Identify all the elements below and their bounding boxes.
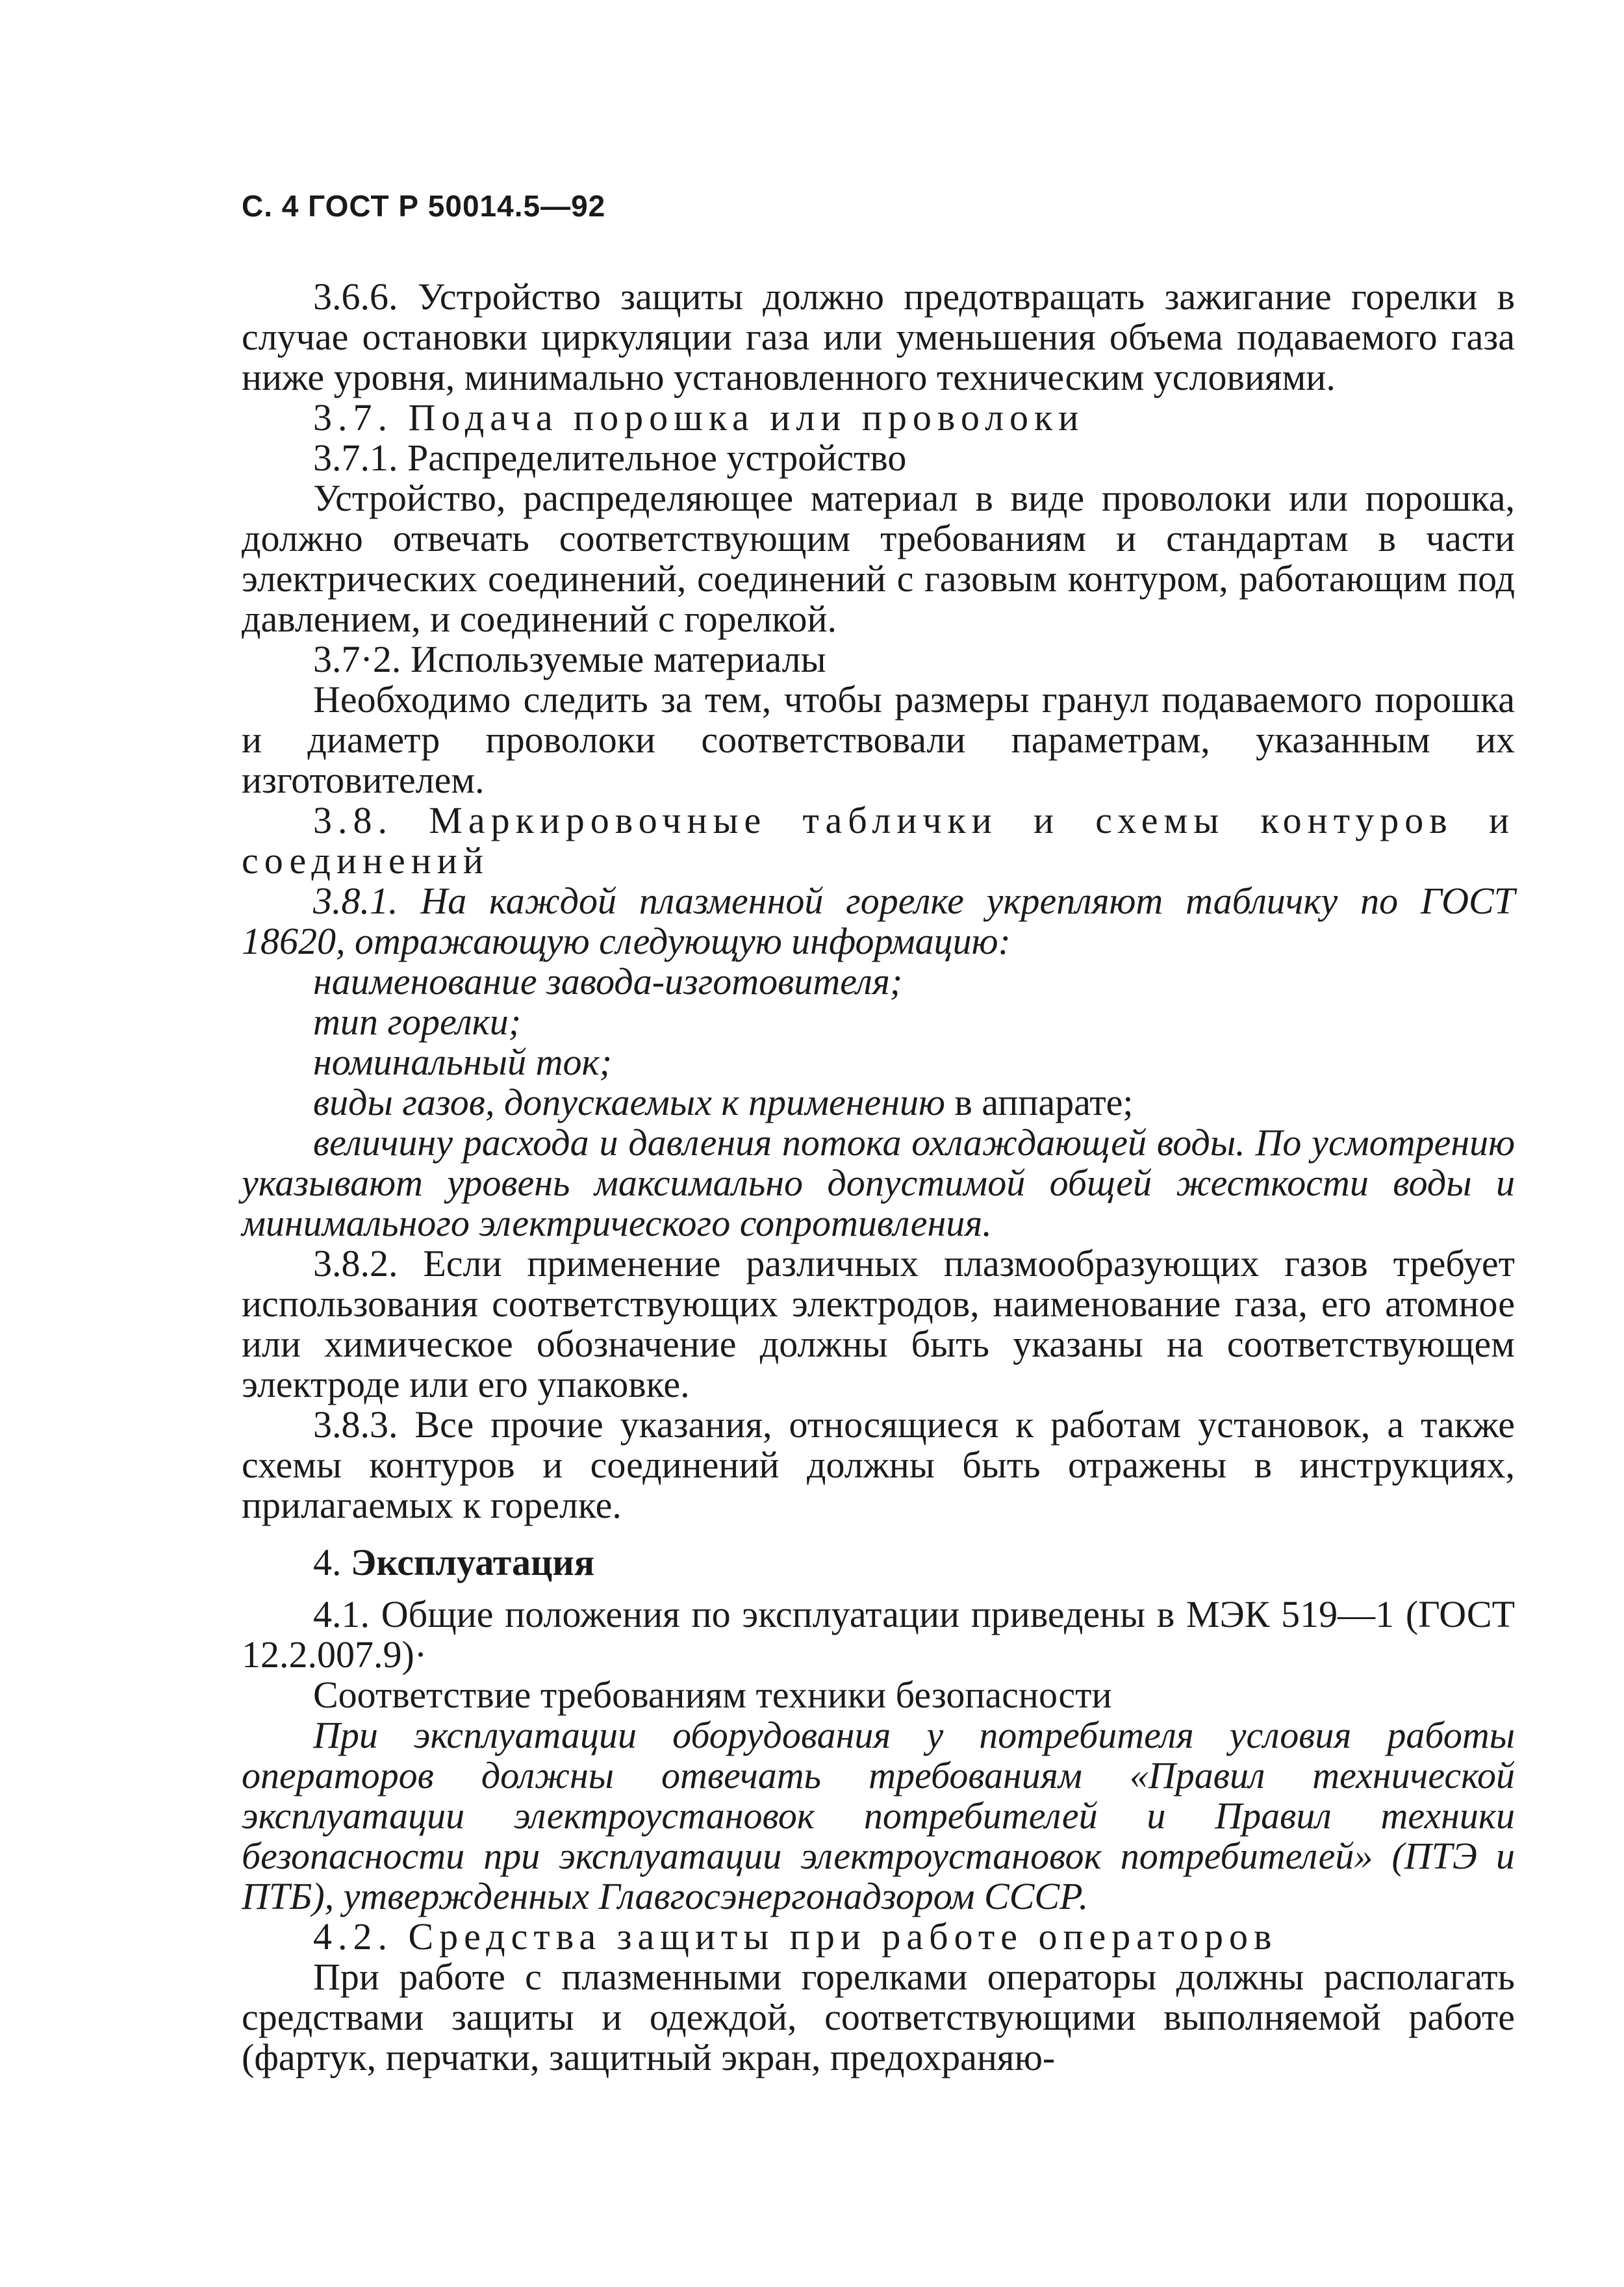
safety-paragraph: При эксплуатации оборудования у потребителя условия работы операторов должны отвечать требованиям «Правил технической эксплуатации электроустановок потребителей и Правил техники безопасности при эксплуатации электроустановок потребителей» (ПТЭ и ПТБ), утвержденных Главгосэнергонадзором СССР. xyxy=(242,1714,1515,1917)
clause-3-8-2: 3.8.2. Если применение различных плазмообразующих газов требует использования соответствующих электродов, наименование газа, его атомное или химическое обозначение должны быть указаны на соответствующем электроде или его упаковке. xyxy=(242,1242,1515,1405)
document-page xyxy=(242,188,1515,2078)
list-item: тип горелки; xyxy=(313,1001,522,1043)
section-3-7-title: 3.7. Подача порошка или проволоки xyxy=(313,396,1085,439)
list-item-gas-kinds xyxy=(242,1082,1515,1123)
clause-4-2: При работе с плазменными горелками операторы должны располагать средствами защиты и одеждой, соответствующими выполняемой работе (фартук, перчатки, защитный экран, предохраняю- xyxy=(242,1956,1515,2078)
section-4-number: 4. xyxy=(313,1541,351,1583)
safety-heading: Соответствие требованиям техники безопасности xyxy=(313,1674,1112,1716)
clause-3-8-3: 3.8.3. Все прочие указания, относящиеся к работам установок, а также схемы контуров и соединений должны быть отражены в инструкциях, прилагаемых к горелке. xyxy=(242,1403,1515,1526)
section-4-heading: Эксплуатация xyxy=(351,1541,595,1583)
list-item: номинальный ток; xyxy=(313,1041,612,1083)
clause-3-8-1: 3.8.1. На каждой плазменной горелке укрепляют табличку по ГОСТ 18620, отражающую следующую информацию: xyxy=(242,880,1515,962)
section-4-2-title: 4.2. Средства защиты при работе операторов xyxy=(313,1915,1278,1958)
gas-kinds-roman: в аппарате; xyxy=(945,1081,1134,1123)
clause-3-6-6: 3.6.6. Устройство защиты должно предотвращать зажигание горелки в случае остановки циркуляции газа или уменьшения объема подаваемого газа ниже уровня, минимально установленного техническим условиями. xyxy=(242,275,1515,398)
section-3-8-title: 3.8. Маркировочные таблички и схемы контуров и соединений xyxy=(242,799,1515,882)
clause-4-1: 4.1. Общие положения по эксплуатации приведены в МЭК 519—1 (ГОСТ 12.2.007.9)· xyxy=(242,1593,1515,1676)
section-4-title xyxy=(242,1542,1515,1583)
subsection-3-7-1-title: 3.7.1. Распределительное устройство xyxy=(313,437,907,479)
clause-3-7-2: Необходимо следить за тем, чтобы размеры гранул подаваемого порошка и диаметр проволоки соответствовали параметрам, указанным их изготовителем. xyxy=(242,678,1515,801)
list-item-water: величину расхода и давления потока охлаждающей воды. По усмотрению указывают уровень максимально допустимой общей жесткости воды и минимального электрического сопротивления. xyxy=(242,1121,1515,1244)
list-item: наименование завода-изготовителя; xyxy=(313,960,903,1003)
page-header: С. 4 ГОСТ Р 50014.5—92 xyxy=(242,189,606,223)
subsection-3-7-2-title: 3.7·2. Используемые материалы xyxy=(313,638,826,680)
clause-3-7-1: Устройство, распределяющее материал в виде проволоки или порошка, должно отвечать соответствующим требованиям и стандартам в части электрических соединений, соединений с газовым контуром, работающим под давлением, и соединений с горелкой. xyxy=(242,477,1515,640)
document-body xyxy=(242,277,1515,2078)
gas-kinds-italic: виды газов, допускаемых к применению xyxy=(313,1081,945,1123)
